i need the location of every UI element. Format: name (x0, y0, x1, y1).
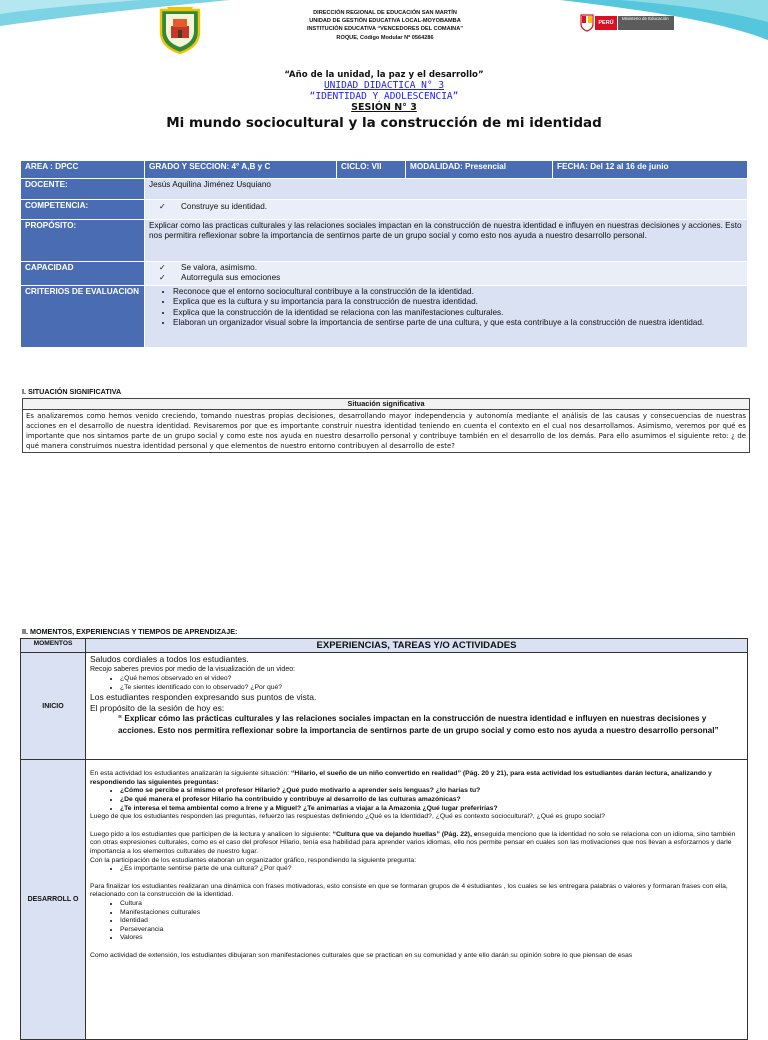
criterio-item: • Explica que es la cultura y su importancia para la construcción de nuestra identidad. (173, 297, 743, 307)
value-word: • Valores (120, 934, 743, 943)
value-word: • Identidad (120, 917, 743, 926)
capacidad-text: Se valora, asimismo. (181, 263, 257, 272)
desarrollo-question: • ¿Cómo se percibe a sí mismo el profesor Hilario? ¿Qué pudo motivarlo a aprender seis lenguas? ¿lo harías tu? (120, 787, 743, 796)
area-cell: AREA : DPCC (21, 161, 145, 179)
value-word: • Perseverancia (120, 926, 743, 935)
institution-header (270, 9, 500, 42)
checkmark-icon (149, 273, 181, 282)
inicio-saberes: Recojo saberes previos por medio de la visualización de un video: (90, 665, 296, 673)
situacion-text: Es analizaremos como hemos venido creciendo, tomando nuestras propias decisiones, desarrollando mayor independencia y autonomía mediante el análisis de las causas y consecuencias de nuestras acciones en el desarrollo de nuestra identidad. Revisaremos por que es importante construir nuestra identidad teniendo en cuenta el contexto en el cual nos desarrollamos. Asimismo, veremos por qué es importante que nos sintamos parte de un grupo social y como este nos ayuda en nuestro desarrollo personal y contribuye también en el desarrollo de los demás. Para ello asumimos el siguiente reto: ¿ de qué manera construimos nuestra identidad personal y que elementos de nuestro entorno contribuyen al desarrollo de este? (26, 412, 746, 451)
desarrollo-p4: Con la participación de los estudiantes elaboran un organizador gráfico, respondiendo la siguiente pregunta: (90, 856, 417, 864)
ministry-logo (580, 14, 675, 36)
header-line-2: UNIDAD DE GESTIÓN EDUCATIVA LOCAL-MOYOBAMBA (309, 18, 461, 25)
momentos-section-title: II. MOMENTOS, EXPERIENCIAS Y TIEMPOS DE APRENDIZAJE: (22, 627, 238, 636)
desarrollo-content (86, 760, 748, 1040)
desarrollo-question: • ¿Es importante sentirse parte de una cultura? ¿Por qué? (120, 865, 743, 874)
header-line-1: DIRECCIÓN REGIONAL DE EDUCACIÓN SAN MARTÍN (313, 10, 457, 16)
school-crest-logo (157, 4, 203, 54)
docente-value: Jesús Aquilina Jiménez Usquiano (145, 179, 748, 200)
criterios-value (145, 286, 748, 348)
modalidad-cell: MODALIDAD: Presencial (406, 161, 553, 179)
capacidad-item (149, 273, 743, 283)
desarrollo-p1 (90, 770, 743, 787)
desarrollo-p3 (90, 831, 743, 857)
capacidad-text: Autorregula sus emociones (181, 273, 281, 283)
inicio-label: INICIO (21, 653, 86, 760)
situacion-section-title: I. SITUACIÓN SIGNIFICATIVA (22, 387, 122, 396)
inicio-greeting: Saludos cordiales a todos los estudiantes. (90, 654, 249, 664)
checkmark-icon (149, 202, 181, 211)
desarrollo-p3-rest: nseguida menciono que la identidad no solo se relaciona con un idioma, sino también con otras expresiones culturales, como es el caso del profesor Hilario, tenía esa habilidad para aprender varios idiomas, ello nos permite pensar en cuales son las motivaciones que nos llevan a esforzarnos y darle importancia a los elementos culturales de nuestro lugar. (90, 830, 736, 855)
situacion-box-title: Situación significativa (23, 399, 749, 410)
desarrollo-p6: Como actividad de extensión, los estudiantes dibujaran son manifestaciones culturales que se practican en su comunidad y ante ello darán su opinión sobre lo que piensan de esas (90, 951, 633, 959)
desarrollo-question: • ¿De qué manera el profesor Hilario ha contribuido y contribuye al desarrollo de las culturas amazónicas? (120, 796, 743, 805)
year-motto: “Año de la unidad, la paz y el desarrollo” (284, 70, 484, 80)
session-info-table (20, 160, 748, 348)
ciclo-cell: CICLO: VII (337, 161, 406, 179)
document-titles (0, 70, 768, 133)
unidad-title: UNIDAD DIDACTICA N° 3 (323, 80, 445, 91)
criterio-item: • Reconoce que el entorno sociocultural contribuye a la construcción de la identidad. (173, 287, 743, 297)
desarrollo-label: DESARROLL O (21, 760, 86, 1040)
inicio-content (86, 653, 748, 760)
inicio-proposito-intro: El propósito de la sesión de hoy es: (90, 702, 225, 713)
unidad-name: “IDENTIDAD Y ADOLESCENCIA” (309, 91, 459, 102)
inicio-proposito: “ Explicar cómo las prácticas culturales y las relaciones sociales impactan en la construcción de nuestra identidad e influyen en nuestras decisiones y acciones. Esto nos permitira reflexionar sobre la importancia de sentirnos parte de un grupo social y como esto nos ayuda a nuestro desarrollo personal” (118, 714, 719, 735)
header-line-3: INSTITUCIÓN EDUCATIVA “VENCEDORES DEL COMAINA” (306, 26, 464, 33)
inicio-question: • ¿Qué hemos observado en el video? (120, 675, 743, 684)
sesion-number: SESIÓN N° 3 (351, 102, 417, 113)
desarrollo-p3-text: Luego pido a los estudiantes que participen de la lectura y analicen lo siguiente: (90, 830, 333, 838)
proposito-label: PROPÓSITO: (21, 220, 145, 262)
session-title: Mi mundo sociocultural y la construcción de mi identidad (166, 115, 602, 131)
competencia-text: Construye su identidad. (181, 202, 268, 211)
grado-cell: GRADO Y SECCION: 4° A,B y C (145, 161, 337, 179)
peru-shield-icon (580, 14, 594, 32)
peru-label: PERÚ (595, 16, 617, 30)
criterio-item: • Elaboran un organizador visual sobre la importancia de sentirse parte de una cultura, y que esta contribuye a la construcción de nuestra identidad. (173, 318, 743, 328)
desarrollo-p1-bold: “Hilario, el sueño de un niño convertido en realidad” (Pág. 20 y 21), para esta actividad los estudiantes darán lectura, analizando y respondiendo las siguientes preguntas: (90, 770, 712, 786)
inicio-question: • ¿Te sientes identificado con lo observado? ¿Por qué? (120, 684, 743, 693)
inicio-responses: Los estudiantes responden expresando sus puntos de vista. (90, 692, 317, 703)
momentos-col-header: MOMENTOS (21, 639, 86, 653)
checkmark-icon (149, 263, 181, 272)
fecha-cell: FECHA: Del 12 al 16 de junio (553, 161, 748, 179)
value-word: • Cultura (120, 900, 743, 909)
value-word: • Manifestaciones culturales (120, 909, 743, 918)
header-line-4: ROQUE, Código Modular Nº 0564286 (336, 34, 434, 41)
situacion-box (22, 398, 750, 453)
capacidad-label: CAPACIDAD (21, 262, 145, 286)
desarrollo-p5: Para finalizar los estudiantes realizaran una dinámica con frases motivadoras, esto consiste en que se formaran grupos de 4 estudiantes , los cuales se les entregara palabras o valores y formaran frases con ella, relacionado con la construcción de la identidad. (90, 882, 728, 899)
criterios-label (21, 286, 145, 348)
criterios-label-text: CRITERIOS DE EVALUACION (25, 287, 140, 296)
desarrollo-p3-bold: “Cultura que va dejando huellas” (Pág. 22), e (332, 830, 478, 838)
capacidad-item (149, 263, 743, 273)
competencia-value (145, 200, 748, 220)
proposito-value: Explicar como las practicas culturales y las relaciones sociales impactan en la construcción de nuestra identidad e influyen en nuestras decisiones y acciones. Esto nos permitira reflexionar sobre la importancia de sentirnos parte de un grupo social y como esto nos ayuda a nuestro desarrollo personal. (145, 220, 748, 262)
competencia-label: COMPETENCIA: (21, 200, 145, 220)
desarrollo-p2: Luego de que los estudiantes responden las preguntas, refuerzo las respuestas definiendo ¿Qué es la Identidad?, ¿Qué es contexto sociocultural?, ¿Qué es grupo social? (90, 813, 605, 821)
docente-label: DOCENTE: (21, 179, 145, 200)
experiencias-col-header: EXPERIENCIAS, TAREAS Y/O ACTIVIDADES (86, 639, 748, 653)
momentos-table (20, 638, 748, 1040)
criterio-item: • Explica que la construcción de la identidad se relaciona con las manifestaciones culturales. (173, 308, 743, 318)
ministry-label: Ministerio de Educación (618, 16, 674, 30)
desarrollo-p1-text: En esta actividad los estudiantes analizarán la siguiente situación: (90, 770, 292, 777)
capacidad-value (145, 262, 748, 286)
desarrollo-question: • ¿Te interesa el tema ambiental como a Irene y a Miguel? ¿Te animarías a viajar a la Amazonia ¿Qué lugar preferirías? (120, 805, 743, 814)
